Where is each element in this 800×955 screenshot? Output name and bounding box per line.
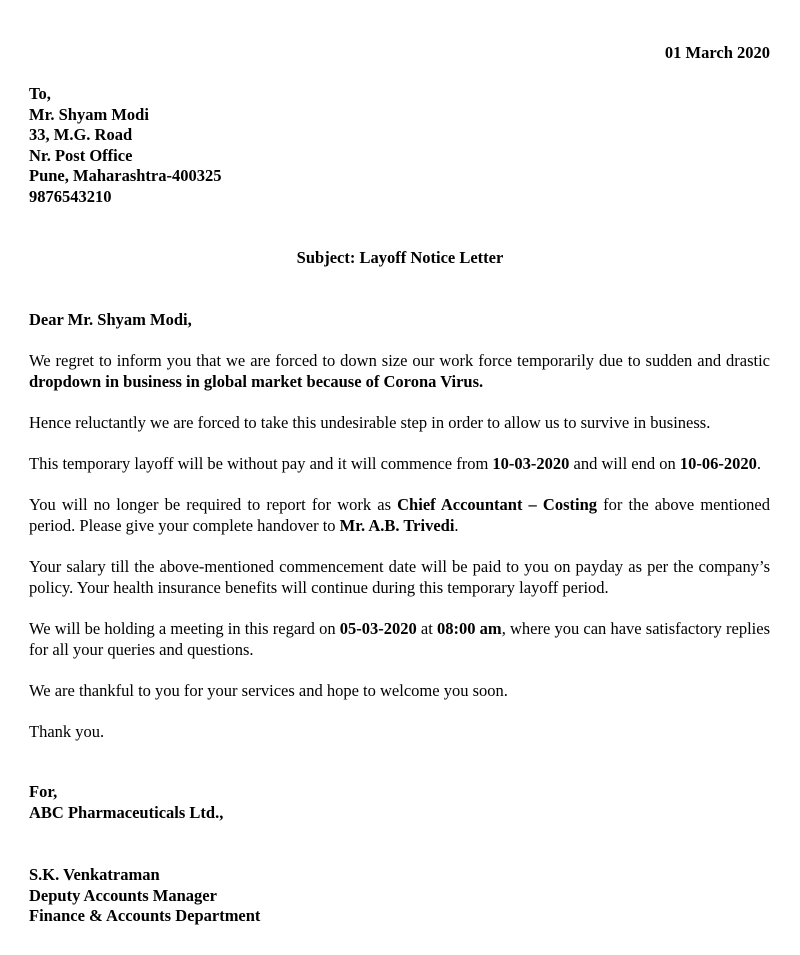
paragraph-text: at: [416, 618, 438, 638]
job-title: Chief Accountant – Costing: [397, 495, 598, 515]
signatory-title: Deputy Accounts Manager: [29, 885, 217, 905]
letter-subject: Subject: Layoff Notice Letter: [296, 248, 504, 267]
paragraph-reason: [29, 351, 770, 392]
closing-for: For,: [29, 782, 58, 801]
address-line-2: Nr. Post Office: [29, 145, 133, 165]
address-line-1: 33, M.G. Road: [29, 125, 133, 145]
start-date: 10-03-2020: [492, 454, 570, 474]
signatory-name: S.K. Venkatraman: [29, 865, 160, 884]
paragraph-text: for the above mentioned period. Please give your complete handover to: [29, 495, 770, 535]
paragraph-thanks-services: We are thankful to you for your services and hope to welcome you soon.: [29, 680, 508, 700]
to-label: To,: [29, 84, 51, 103]
paragraph-role-handover: [29, 495, 770, 536]
meeting-time: 08:00 am: [437, 618, 502, 638]
address-city-state-pin: Pune, Maharashtra-400325: [29, 166, 222, 186]
recipient-address-block: [29, 84, 222, 208]
paragraph-bold-text: dropdown in business in global market because of Corona Virus.: [29, 371, 484, 391]
paragraph-thank-you: Thank you.: [29, 721, 105, 741]
letter-date: 01 March 2020: [664, 43, 770, 62]
paragraph-salary-benefits: Your salary till the above-mentioned commencement date will be paid to you on payday as per the company’s policy. Your health insurance benefits will continue during this temporary layoff period.: [29, 557, 770, 597]
paragraph-layoff-period: [29, 454, 770, 475]
company-name: ABC Pharmaceuticals Ltd.,: [29, 802, 224, 822]
paragraph-text: and will end on: [569, 454, 680, 474]
closing-company-block: [29, 782, 223, 823]
paragraph-text: We will be holding a meeting in this regard on: [29, 618, 340, 638]
end-date: 10-06-2020: [679, 454, 757, 474]
greeting: Dear Mr. Shyam Modi,: [29, 310, 192, 329]
paragraph-text: .: [756, 454, 761, 474]
letter-body: [29, 310, 770, 763]
paragraph-text: .: [454, 515, 459, 535]
paragraph-text: We regret to inform you that we are forced to down size our work force temporarily due to sudden and drastic: [29, 351, 770, 371]
paragraph-meeting: [29, 619, 770, 660]
meeting-date: 05-03-2020: [339, 618, 417, 638]
handover-person: Mr. A.B. Trivedi: [339, 515, 455, 535]
paragraph-text: , where you can have satisfactory replies for all your queries and questions.: [29, 618, 770, 659]
signatory-department: Finance & Accounts Department: [29, 906, 261, 926]
signatory-block: [29, 865, 260, 927]
paragraph-necessity: Hence reluctantly we are forced to take this undesirable step in order to allow us to survive in business.: [29, 412, 711, 432]
paragraph-text: You will no longer be required to report for work as: [29, 495, 398, 515]
recipient-phone: 9876543210: [29, 186, 112, 206]
paragraph-text: This temporary layoff will be without pay and it will commence from: [29, 454, 493, 474]
recipient-name: Mr. Shyam Modi: [29, 104, 149, 124]
